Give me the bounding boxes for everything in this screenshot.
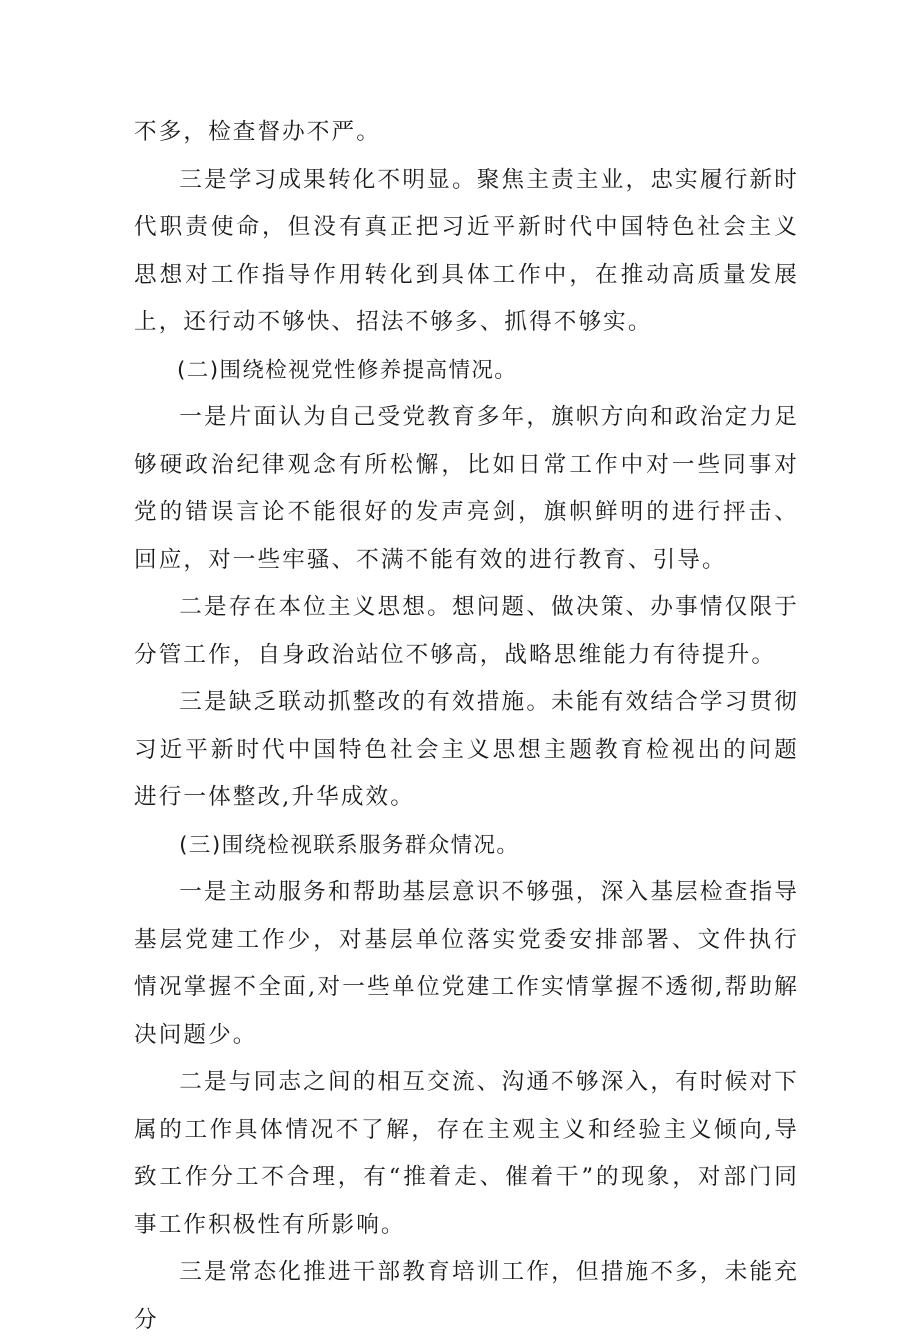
paragraph-serving-masses-3: 三是常态化推进干部教育培训工作，但措施不多，未能充分 — [134, 1259, 799, 1333]
paragraph-party-spirit-1: 一是片面认为自己受党教育多年，旗帜方向和政治定力足够硬政治纪律观念有所松懈，比如日常工作中对一些同事对党的错误言论不能很好的发声亮剑，旗帜鲜明的进行抨击、回应，对一些牢骚、不满不能有效的进行教育、引导。 — [134, 404, 799, 573]
paragraph-learning-results: 三是学习成果转化不明显。聚焦主责主业，忠实履行新时代职责使命，但没有真正把习近平新时代中国特色社会主义思想对工作指导作用转化到具体工作中，在推动高质量发展上，还行动不够快、招法不够多、抓得不够实。 — [134, 166, 799, 335]
paragraph-party-spirit-3: 三是缺乏联动抓整改的有效措施。未能有效结合学习贯彻习近平新时代中国特色社会主义思想主题教育检视出的问题进行一体整改,升华成效。 — [134, 689, 799, 810]
paragraph-continuation: 不多，检查督办不严。 — [134, 119, 381, 145]
paragraph-serving-masses-2: 二是与同志之间的相互交流、沟通不够深入，有时候对下属的工作具体情况不了解，存在主观主义和经验主义倾向,导致工作分工不合理，有“推着走、催着干”的现象，对部门同事工作积极性有所影响。 — [134, 1069, 799, 1238]
document-body — [134, 109, 799, 1344]
paragraph-party-spirit-2: 二是存在本位主义思想。想问题、做决策、办事情仅限于分管工作，自身政治站位不够高，战略思维能力有待提升。 — [134, 594, 799, 668]
section-heading-2: (二)围绕检视党性修养提高情况。 — [177, 357, 518, 383]
paragraph-serving-masses-1: 一是主动服务和帮助基层意识不够强，深入基层检查指导基层党建工作少，对基层单位落实党委安排部署、文件执行情况掌握不全面,对一些单位党建工作实情掌握不透彻,帮助解决问题少。 — [134, 879, 799, 1048]
section-heading-3: (三)围绕检视联系服务群众情况。 — [179, 832, 520, 858]
